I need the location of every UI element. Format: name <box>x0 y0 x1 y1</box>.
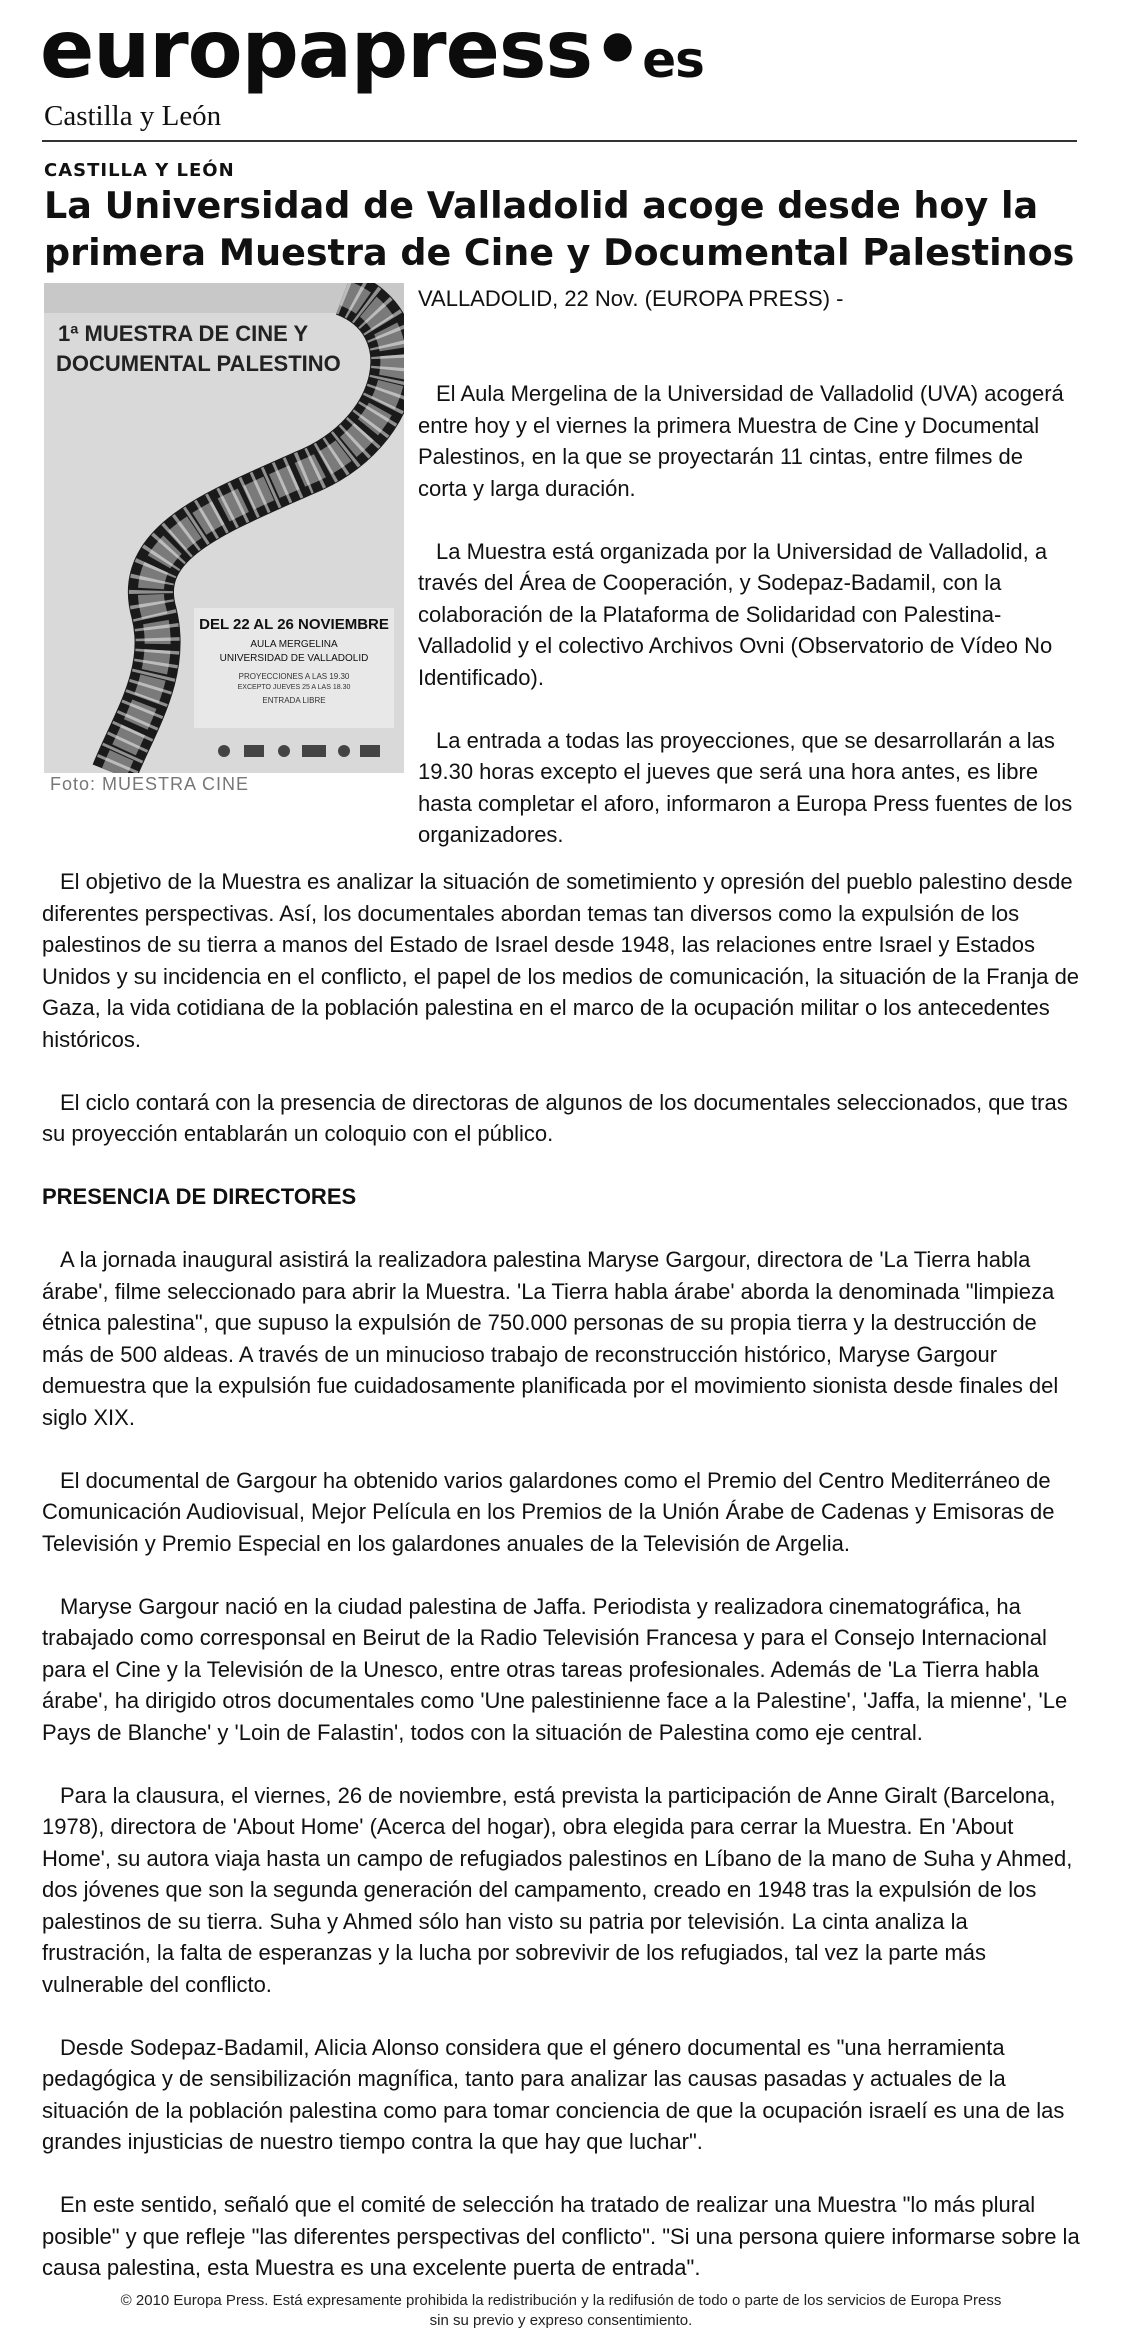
copyright-footer <box>30 2291 1092 2331</box>
article-subheading: PRESENCIA DE DIRECTORES <box>42 1184 357 1209</box>
body-paragraph: En este sentido, señaló que el comité de selección ha tratado de realizar una Muestra "lo más plural posible" y que refleje "las diferentes perspectivas del conflicto". "Si una persona quiere informarse sobre la causa palestina, esta Muestra es una excelente puerta de entrada". <box>42 2192 1080 2280</box>
article-headline: La Universidad de Valladolid acoge desde hoy la primera Muestra de Cine y Documental Palestinos <box>44 184 1075 274</box>
photo-caption: Foto: MUESTRA CINE <box>50 774 250 794</box>
body-paragraph: El objetivo de la Muestra es analizar la situación de sometimiento y opresión del pueblo palestino desde diferentes perspectivas. Así, los documentales abordan temas tan diversos como la expulsión de los palestinos de su tierra a manos del Estado de Israel desde 1948, las relaciones entre Israel y Estados Unidos y su incidencia en el conflicto, el papel de los medios de comunicación, la situación de la Franja de Gaza, la vida cotidiana de la población palestina en el marco de la ocupación militar o los antecedentes históricos. <box>42 869 1080 1052</box>
copyright-line2: sin su previo y expreso consentimiento. <box>429 2312 693 2329</box>
festival-poster-photo <box>44 283 404 773</box>
logo-domain: es <box>642 31 704 89</box>
poster-small-line1: PROYECCIONES A LAS 19.30 <box>238 672 350 681</box>
lead-paragraph: La entrada a todas las proyecciones, que se desarrollarán a las 19.30 horas excepto el jueves que será una hora antes, es libre hasta completar el aforo, informaron a Europa Press fuentes de los organizadores. <box>418 727 1073 847</box>
poster-title-line2: DOCUMENTAL PALESTINO <box>56 351 341 376</box>
body-paragraph: Maryse Gargour nació en la ciudad palestina de Jaffa. Periodista y realizadora cinematográfica, ha trabajado como corresponsal en Beirut de la Radio Televisión Francesa y para el Consejo Internacional para el Cine y la Televisión de la Unesco, entre otras tareas profesionales. Además de 'La Tierra habla árabe', ha dirigido otros documentales como 'Une palestinienne face a la Palestine', 'Jaffa, la mienne', 'Le Pays de Blanche' y 'Loin de Falastin', todos con la situación de Palestina como eje central. <box>42 1593 1068 1745</box>
body-paragraph: Para la clausura, el viernes, 26 de noviembre, está prevista la participación de Anne Giralt (Barcelona, 1978), directora de 'About Home' (Acerca del hogar), obra elegida para cerrar la Muestra. En 'About Home', su autora viaja hasta un campo de refugiados palestinos en Líbano de la mano de Suha y Ahmed, dos jóvenes que son la segunda generación del campamento, creado en 1948 tras la expulsión de los palestinos de su tierra. Suha y Ahmed sólo han visto su patria por televisión. La cinta analiza la frustración, la falta de esperanzas y la lucha por sobrevivir de los refugiados, tal vez la parte más vulnerable del conflicto. <box>42 1782 1073 1997</box>
article-kicker: CASTILLA Y LEÓN <box>44 160 235 181</box>
section-name[interactable]: Castilla y León <box>44 100 222 132</box>
poster-venue-line1: AULA MERGELINA <box>250 639 338 650</box>
article-dateline: VALLADOLID, 22 Nov. (EUROPA PRESS) - <box>418 286 844 311</box>
article-body <box>42 866 1082 2315</box>
poster-small-line2: EXCEPTO JUEVES 25 A LAS 18.30 <box>237 684 351 691</box>
europapress-logo[interactable] <box>40 0 704 110</box>
logo-wordmark: europapress <box>40 3 593 96</box>
poster-illustration <box>44 283 404 773</box>
lead-paragraph: El Aula Mergelina de la Universidad de Valladolid (UVA) acogerá entre hoy y el viernes la primera Muestra de Cine y Documental Palestinos, en la que se proyectarán 11 cintas, entre filmes de corta y larga duración. <box>418 381 1064 501</box>
body-paragraph: Desde Sodepaz-Badamil, Alicia Alonso considera que el género documental es "una herramienta pedagógica y de sensibilización magnífica, tanto para analizar las causas pasadas y actuales de la situación de la población palestina como para tomar conciencia de que la ocupación israelí es una de las grandes injusticias de nuestro tiempo contra la que hay que luchar". <box>42 2034 1065 2154</box>
body-paragraph: El ciclo contará con la presencia de directoras de algunos de los documentales seleccionados, que tras su proyección entablarán un coloquio con el público. <box>42 1089 1068 1146</box>
copyright-line1: © 2010 Europa Press. Está expresamente prohibida la redistribución y la redifusión de todo o parte de los servicios de Europa Press <box>120 2292 1002 2309</box>
lead-paragraph: La Muestra está organizada por la Universidad de Valladolid, a través del Área de Cooperación, y Sodepaz-Badamil, con la colaboración de la Plataforma de Solidaridad con Palestina-Valladolid y el colectivo Archivos Ovni (Observatorio de Vídeo No Identificado). <box>418 538 1053 690</box>
body-paragraph: A la jornada inaugural asistirá la realizadora palestina Maryse Gargour, directora de 'La Tierra habla árabe', filme seleccionado para abrir la Muestra. 'La Tierra habla árabe' aborda la denominada "limpieza étnica palestina", que supuso la expulsión de 750.000 personas de su propia tierra y la destrucción de más de 500 aldeas. A través de un minucioso trabajo de reconstrucción histórico, Maryse Gargour demuestra que la expulsión fue cuidadosamente planificada por el movimiento sionista desde finales del siglo XIX. <box>42 1247 1059 1430</box>
logo-dot: • <box>592 3 643 96</box>
body-paragraph: El documental de Gargour ha obtenido varios galardones como el Premio del Centro Mediterráneo de Comunicación Audiovisual, Mejor Película en los Premios de la Unión Árabe de Cadenas y Emisoras de Televisión y Premio Especial en los galardones anuales de la Televisión de Argelia. <box>42 1467 1055 1556</box>
poster-venue-line2: UNIVERSIDAD DE VALLADOLID <box>219 653 369 664</box>
poster-title-line1: 1ª MUESTRA DE CINE Y <box>58 321 309 346</box>
lead-paragraphs <box>418 378 1074 882</box>
poster-dates: DEL 22 AL 26 NOVIEMBRE <box>199 616 389 633</box>
poster-small-line3: ENTRADA LIBRE <box>262 696 326 705</box>
header-divider <box>42 140 1077 142</box>
